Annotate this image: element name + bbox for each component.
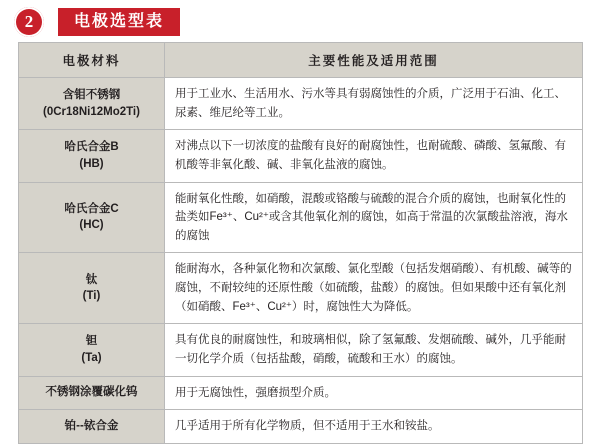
cell-material [19,324,165,376]
material-name: 钽 [85,335,98,348]
cell-description: 能耐海水，各种氯化物和次氯酸、氯化型酸（包括发烟硝酸）、有机酸、碱等的腐蚀，不耐较纯的还原性酸（如硫酸，盐酸）的腐蚀。但如果酸中还有氧化剂（如硝酸、Fe³⁺、Cu²⁺）时，腐蚀性大为降低。 [165,253,583,324]
material-code: (Ta) [81,351,102,364]
cell-material [19,182,165,253]
material-code: (HC) [79,219,104,232]
material-name: 哈氏合金B [64,141,119,154]
table-header-row [19,43,583,78]
material-name: 不锈钢涂覆碳化钨 [45,386,138,399]
table-row [19,130,583,182]
material-name: 哈氏合金C [64,202,119,215]
material-code: (0Cr18Ni12Mo2Ti) [43,105,140,118]
table-row [19,253,583,324]
column-header-material: 电极材料 [19,43,165,78]
page-title: 电极选型表 [58,8,180,37]
cell-material [19,253,165,324]
table-row [19,376,583,410]
table-row [19,410,583,444]
cell-description: 对沸点以下一切浓度的盐酸有良好的耐腐蚀性，也耐硫酸、磷酸、氢氟酸、有机酸等非氧化酸、碱、非氧化盐液的腐蚀。 [165,130,583,182]
cell-material [19,376,165,410]
electrode-table-container [0,42,600,444]
cell-description: 具有优良的耐腐蚀性，和玻璃相似，除了氢氟酸、发烟硫酸、碱外，几乎能耐一切化学介质（包括盐酸，硝酸，硫酸和王水）的腐蚀。 [165,324,583,376]
material-name: 钛 [85,273,98,286]
column-header-performance: 主要性能及适用范围 [165,43,583,78]
table-row [19,182,583,253]
section-number-badge: 2 [14,7,44,37]
material-code: (HB) [79,157,104,170]
cell-description: 能耐氧化性酸，如硝酸，混酸或铬酸与硫酸的混合介质的腐蚀，也耐氧化性的盐类如Fe³⁺、Cu²⁺或含其他氧化剂的腐蚀，如高于常温的次氯酸盐溶液，海水的腐蚀 [165,182,583,253]
cell-description: 用于无腐蚀性，强磨损型介质。 [165,376,583,410]
cell-material [19,410,165,444]
electrode-selection-table [18,42,583,444]
table-row [19,78,583,130]
material-name: 含钼不锈钢 [62,88,121,101]
document-header [0,0,600,42]
cell-description: 几乎适用于所有化学物质，但不适用于王水和铵盐。 [165,410,583,444]
cell-material [19,78,165,130]
cell-description: 用于工业水、生活用水、污水等具有弱腐蚀性的介质，广泛用于石油、化工、尿素、维尼纶等工业。 [165,78,583,130]
material-name: 铂--铱合金 [64,420,119,433]
cell-material [19,130,165,182]
material-code: (Ti) [82,290,101,303]
table-row [19,324,583,376]
